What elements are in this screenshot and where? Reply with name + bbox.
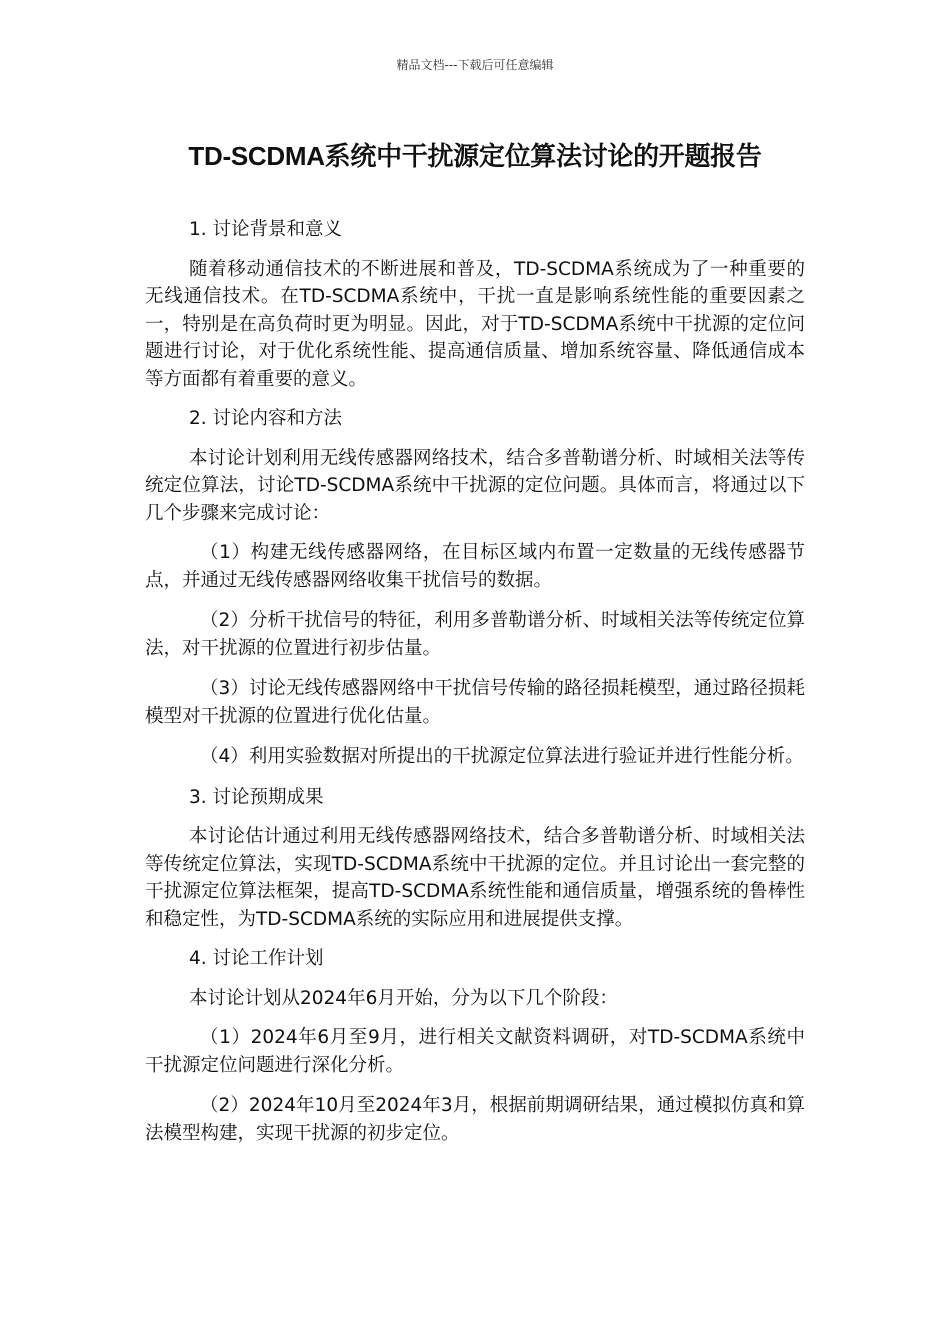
section-heading-work-plan: 4. 讨论工作计划	[189, 948, 324, 969]
list-item-plan-2: （2）2024年10月至2024年3月，根据前期调研结果，通过模拟仿真和算法模型构建，实现干扰源的初步定位。	[145, 1095, 805, 1144]
list-item-plan-1: （1）2024年6月至9月，进行相关文献资料调研，对TD-SCDMA系统中干扰源定位问题进行深化分析。	[145, 1027, 805, 1076]
list-item-step-1: （1）构建无线传感器网络，在目标区域内布置一定数量的无线传感器节点，并通过无线传感器网络收集干扰信号的数据。	[145, 542, 805, 591]
section-heading-background: 1. 讨论背景和意义	[189, 219, 343, 240]
section-heading-content-method: 2. 讨论内容和方法	[189, 408, 343, 429]
document-body	[145, 216, 805, 1160]
paragraph-content-intro: 本讨论计划利用无线传感器网络技术，结合多普勒谱分析、时域相关法等传统定位算法，讨论TD-SCDMA系统中干扰源的定位问题。具体而言，将通过以下几个步骤来完成讨论：	[145, 447, 805, 524]
section-heading-expected-results: 3. 讨论预期成果	[189, 786, 324, 808]
document-title: TD-SCDMA系统中干扰源定位算法讨论的开题报告	[188, 141, 762, 171]
list-item-step-2: （2）分析干扰信号的特征，利用多普勒谱分析、时域相关法等传统定位算法，对干扰源的位置进行初步估量。	[145, 610, 805, 659]
list-item-step-4: （4）利用实验数据对所提出的干扰源定位算法进行验证并进行性能分析。	[200, 746, 804, 767]
list-item-step-3: （3）讨论无线传感器网络中干扰信号传输的路径损耗模型，通过路径损耗模型对干扰源的位置进行优化估量。	[145, 678, 805, 727]
paragraph-background: 随着移动通信技术的不断进展和普及，TD-SCDMA系统成为了一种重要的无线通信技术。在TD-SCDMA系统中，干扰一直是影响系统性能的重要因素之一，特别是在高负荷时更为明显。因此，对于TD-SCDMA系统中干扰源的定位问题进行讨论，对于优化系统性能、提高通信质量、增加系统容量、降低通信成本等方面都有着重要的意义。	[145, 258, 805, 390]
page-header: 精品文档---下载后可任意编辑	[396, 58, 554, 72]
paragraph-work-plan-intro: 本讨论计划从2024年6月开始，分为以下几个阶段：	[189, 987, 618, 1009]
paragraph-expected-results: 本讨论估计通过利用无线传感器网络技术，结合多普勒谱分析、时域相关法等传统定位算法，实现TD-SCDMA系统中干扰源的定位。并且讨论出一套完整的干扰源定位算法框架，提高TD-SCDMA系统性能和通信质量，增强系统的鲁棒性和稳定性，为TD-SCDMA系统的实际应用和进展提供支撑。	[145, 826, 805, 930]
